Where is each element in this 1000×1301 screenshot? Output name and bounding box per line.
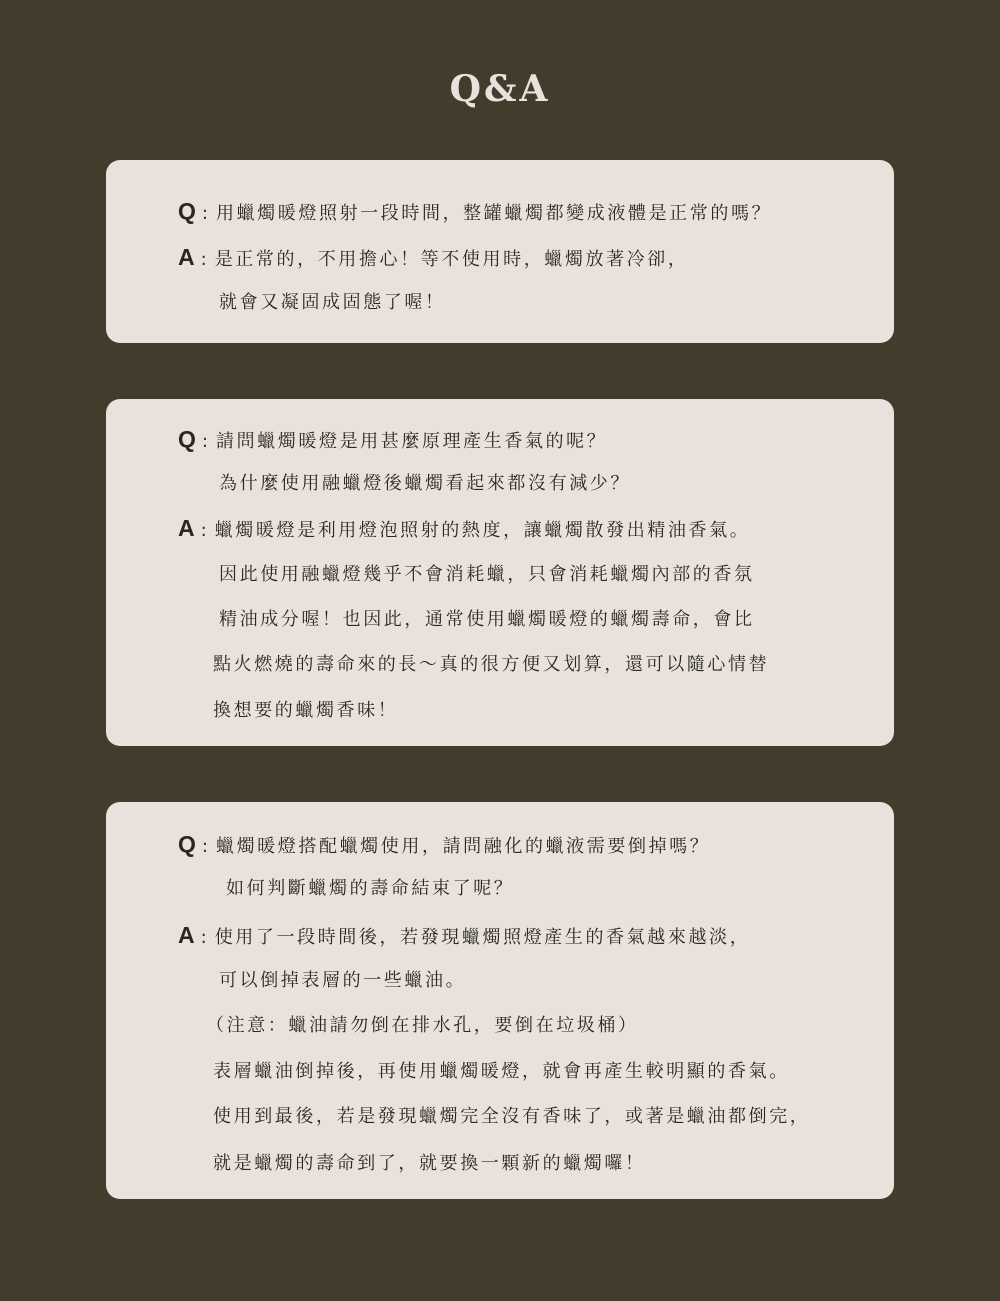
question-text: 蠟燭暖燈搭配蠟燭使用，請問融化的蠟液需要倒掉嗎？ [215, 836, 711, 857]
colon: : [201, 431, 208, 452]
answer-line: 精油成分喔！也因此，通常使用蠟燭暖燈的蠟燭壽命，會比 [219, 609, 755, 630]
question-line: 為什麼使用融蠟燈後蠟燭看起來都沒有減少？ [219, 473, 631, 494]
answer-line: 換想要的蠟燭香味！ [213, 700, 399, 721]
faq-card-3 [106, 802, 894, 1199]
q-marker: Q [178, 831, 196, 857]
question-text: 用蠟燭暖燈照射一段時間，整罐蠟燭都變成液體是正常的嗎？ [215, 203, 773, 224]
answer-line [178, 923, 750, 950]
answer-line [178, 245, 689, 272]
answer-line: 就會又凝固成固態了喔！ [219, 292, 446, 313]
question-text: 請問蠟燭暖燈是用甚麼原理產生香氣的呢？ [215, 431, 608, 452]
answer-text: 是正常的，不用擔心！等不使用時，蠟燭放著冷卻， [214, 249, 689, 270]
colon: : [201, 203, 208, 224]
colon: : [200, 249, 207, 270]
page-title: Q&A [449, 68, 551, 110]
answer-line: 因此使用融蠟燈幾乎不會消耗蠟，只會消耗蠟燭內部的香氛 [219, 564, 755, 585]
answer-line: 就是蠟燭的壽命到了，就要換一顆新的蠟燭囉！ [213, 1153, 646, 1174]
colon: : [200, 520, 207, 541]
a-marker: A [178, 515, 195, 541]
q-marker: Q [178, 426, 196, 452]
question-line [178, 832, 710, 859]
question-line [178, 199, 772, 226]
answer-line: 點火燃燒的壽命來的長～真的很方便又划算，還可以隨心情替 [213, 654, 770, 675]
answer-line: 使用到最後，若是發現蠟燭完全沒有香味了，或著是蠟油都倒完， [213, 1106, 811, 1127]
answer-text: 使用了一段時間後，若發現蠟燭照燈產生的香氣越來越淡， [214, 927, 751, 948]
answer-note: （注意：蠟油請勿倒在排水孔，要倒在垃圾桶） [206, 1015, 639, 1036]
answer-line: 表層蠟油倒掉後，再使用蠟燭暖燈，就會再產生較明顯的香氣。 [213, 1061, 790, 1082]
question-line [178, 427, 607, 454]
question-line: 如何判斷蠟燭的壽命結束了呢？ [226, 878, 515, 899]
q-marker: Q [178, 198, 196, 224]
colon: : [201, 836, 208, 857]
answer-line [178, 516, 750, 543]
faq-card-2 [106, 399, 894, 746]
answer-text: 蠟燭暖燈是利用燈泡照射的熱度，讓蠟燭散發出精油香氣。 [214, 520, 751, 541]
a-marker: A [178, 922, 195, 948]
answer-line: 可以倒掉表層的一些蠟油。 [219, 970, 467, 991]
colon: : [200, 927, 207, 948]
faq-card-1 [106, 160, 894, 343]
a-marker: A [178, 244, 195, 270]
